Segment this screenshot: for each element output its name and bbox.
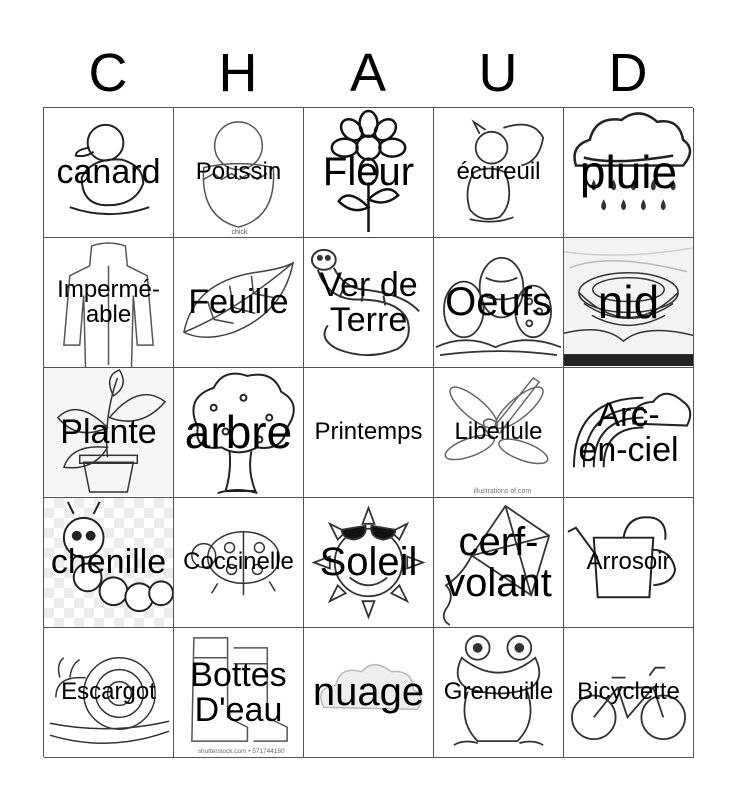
bingo-cell-bicyclette[interactable] <box>564 628 694 758</box>
cell-label: Arrosoir <box>586 548 671 576</box>
cell-label: Bottes D'eau <box>190 655 287 729</box>
cell-label: Libellule <box>454 418 543 446</box>
cell-label: pluie <box>579 146 678 199</box>
bingo-cell-printemps[interactable] <box>304 368 434 498</box>
svg-text:illustrations of.com: illustrations of.com <box>473 488 532 496</box>
cell-label: Coccinelle <box>183 548 294 576</box>
svg-text:shutterstock.com • 571744180: shutterstock.com • 571744180 <box>197 748 285 756</box>
bingo-cell-plante[interactable] <box>44 368 174 498</box>
cell-label: nid <box>597 276 660 329</box>
bingo-cell-soleil[interactable] <box>304 498 434 628</box>
cell-label: canard <box>56 153 161 192</box>
bingo-cell-poussin[interactable] <box>174 108 304 238</box>
bingo-cell-feuille[interactable] <box>174 238 304 368</box>
svg-text:chick: chick <box>231 229 248 237</box>
bingo-cell-canard[interactable] <box>44 108 174 238</box>
cell-label: Ver de Terre <box>319 265 418 339</box>
bingo-cell-arbre[interactable] <box>174 368 304 498</box>
bingo-cell-chenille[interactable] <box>44 498 174 628</box>
cell-label: Arc- en-ciel <box>578 395 679 469</box>
bingo-cell-ver-de-terre[interactable] <box>304 238 434 368</box>
cell-label: Poussin <box>195 158 282 186</box>
bingo-cell-bottes[interactable] <box>174 628 304 758</box>
cell-label: Escargot <box>61 678 156 706</box>
cell-label: cerf- volant <box>445 519 552 605</box>
header-letter-c: C <box>88 43 128 103</box>
bingo-cell-arrosoir[interactable] <box>564 498 694 628</box>
bingo-cell-oeufs[interactable] <box>434 238 564 368</box>
bingo-cell-impermeable[interactable] <box>44 238 174 368</box>
bingo-cell-nid[interactable] <box>564 238 694 368</box>
bingo-cell-pluie[interactable] <box>564 108 694 238</box>
cell-label: Printemps <box>314 418 423 446</box>
header-letter-a: A <box>349 43 387 103</box>
cell-label: écureuil <box>456 158 541 186</box>
bingo-cell-arc-en-ciel[interactable] <box>564 368 694 498</box>
header-letter-u: U <box>478 43 518 103</box>
header-letter-d: D <box>608 43 648 103</box>
bingo-cell-fleur[interactable] <box>304 108 434 238</box>
cell-label: Oeufs <box>445 280 552 325</box>
cell-label: Bicyclette <box>577 678 680 706</box>
cell-label: nuage <box>312 670 425 715</box>
bingo-cell-coccinelle[interactable] <box>174 498 304 628</box>
bingo-cell-grenouille[interactable] <box>434 628 564 758</box>
cell-label: Grenouille <box>443 678 554 706</box>
bingo-cell-ecureuil[interactable] <box>434 108 564 238</box>
bingo-cell-cerf-volant[interactable] <box>434 498 564 628</box>
bingo-cell-nuage[interactable] <box>304 628 434 758</box>
cell-label: arbre <box>184 406 293 459</box>
bingo-cell-escargot[interactable] <box>44 628 174 758</box>
bingo-card <box>43 107 693 757</box>
cell-label: Soleil <box>319 540 418 585</box>
cell-label: Plante <box>60 413 157 452</box>
cell-label: Feuille <box>188 283 289 322</box>
cell-label: Impermé- able <box>57 276 160 328</box>
header-letter-h: H <box>218 43 258 103</box>
bingo-cell-libellule[interactable] <box>434 368 564 498</box>
cell-label: Fleur <box>322 150 415 195</box>
cell-label: chenille <box>50 543 167 582</box>
bingo-header <box>43 40 693 106</box>
